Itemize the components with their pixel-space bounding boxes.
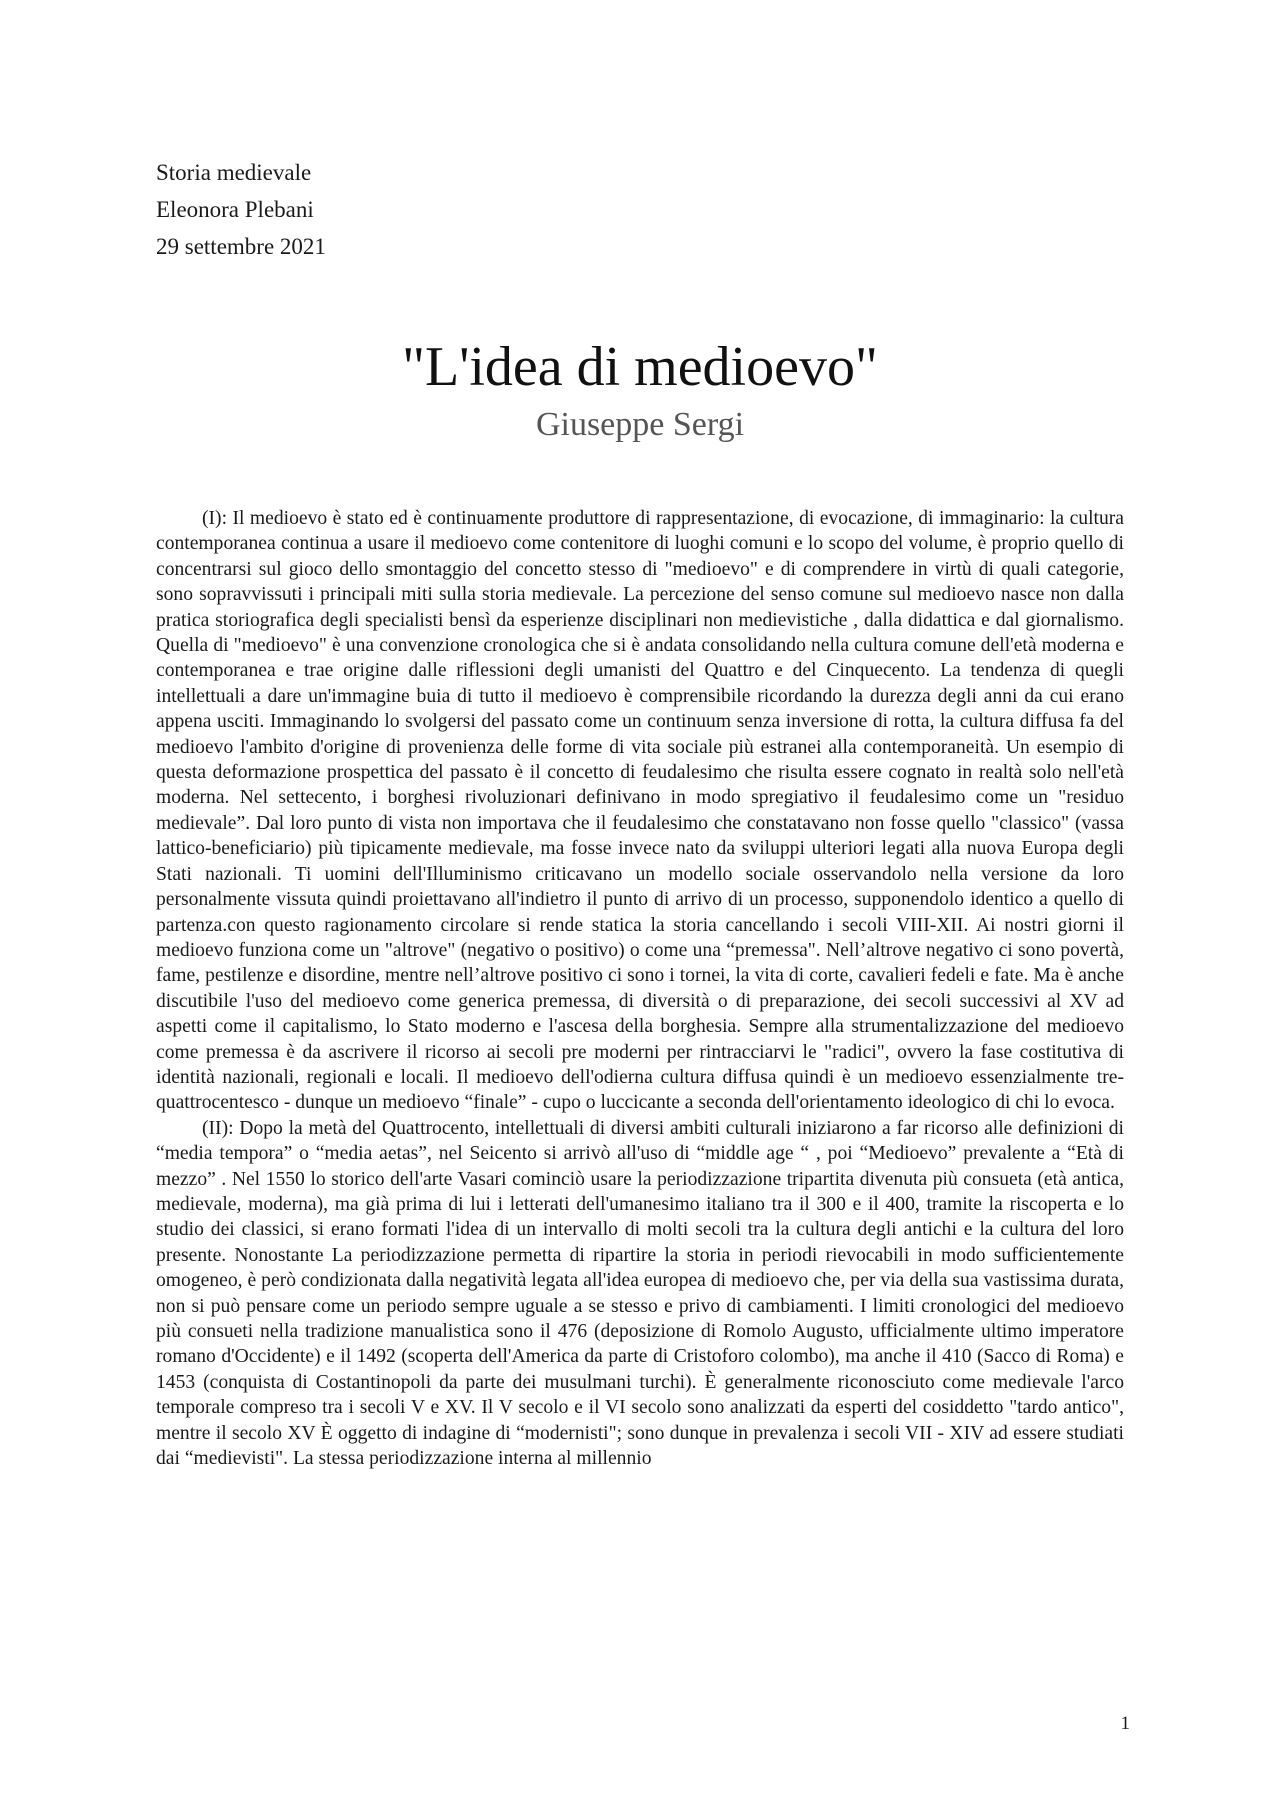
document-header (156, 154, 326, 265)
document-date: 29 settembre 2021 (156, 234, 326, 259)
paragraph-part-1: (I): Il medioevo è stato ed è continuamente produttore di rappresentazione, di evocazione, di immaginario: la cultura contemporanea continua a usare il medioevo come contenitore di luoghi comuni e lo scopo del volume, è proprio quello di concentrarsi sul gioco dello smontaggio del concetto stesso di "medioevo" e di comprendere in virtù di quali categorie, sono sopravvissuti i principali miti sulla storia medievale. La percezione del senso comune sul medioevo nasce non dalla pratica storiografica degli specialisti bensì da esperienze disciplinari non medievistiche , dalla didattica e dal giornalismo. Quella di "medioevo" è una convenzione cronologica che si è andata consolidando nella cultura comune dell'età moderna e contemporanea e trae origine dalle riflessioni degli umanisti del Quattro e del Cinquecento. La tendenza di quegli intellettuali a dare un'immagine buia di tutto il medioevo è comprensibile ricordando la durezza degli anni da cui erano appena usciti. Immaginando lo svolgersi del passato come un continuum senza inversione di rotta, la cultura diffusa fa del medioevo l'ambito d'origine di provenienza delle forme di vita sociale più estranei alla contemporaneità. Un esempio di questa deformazione prospettica del passato è il concetto di feudalesimo che risulta essere cognato in realtà solo nell'età moderna. Nel settecento, i borghesi rivoluzionari definivano in modo spregiativo il feudalesimo come un "residuo medievale”. Dal loro punto di vista non importava che il feudalesimo che constatavano non fosse quello "classico" (vassa lattico-beneficiario) più tipicamente medievale, ma fosse invece nato da sviluppi ulteriori legati alla nuova Europa degli Stati nazionali. Ti uomini dell'Illuminismo criticavano un modello sociale osservandolo nella versione da loro personalmente vissuta quindi proiettavano all'indietro il punto di arrivo di un processo, supponendolo identico a quello di partenza.con questo ragionamento circolare si rende statica la storia cancellando i secoli VIII-XII. Ai nostri giorni il medioevo funziona come un "altrove" (negativo o positivo) o come una “premessa". Nell’altrove negativo ci sono povertà, fame, pestilenze e disordine, mentre nell’altrove positivo ci sono i tornei, la vita di corte, cavalieri fedeli e fate. Ma è anche discutibile l'uso del medioevo come generica premessa, di diversità o di preparazione, dei secoli successivi al XV ad aspetti come il capitalismo, lo Stato moderno e l'ascesa della borghesia. Sempre alla strumentalizzazione del medioevo come premessa è da ascrivere il ricorso ai secoli pre moderni per rintracciarvi le "radici", ovvero la fase costitutiva di identità nazionali, regionali e locali. Il medioevo dell'odierna cultura diffusa quindi è un medioevo essenzialmente tre-quattrocentesco - dunque un medioevo “finale” - cupo o luccicante a seconda dell'orientamento ideologico di chi lo evoca. (156, 508, 1124, 1114)
author-name: Eleonora Plebani (156, 197, 314, 222)
document-body (156, 506, 1124, 1471)
document-title: "L'idea di medioevo" (402, 336, 878, 398)
document-subtitle: Giuseppe Sergi (535, 406, 745, 443)
paragraph-part-2: (II): Dopo la metà del Quattrocento, intellettuali di diversi ambiti culturali iniziarono a far ricorso alle definizioni di “media tempora” o “media aetas”, nel Seicento si arrivò all'uso di “middle age “ , poi “Medioevo” prevalente a “Età di mezzo” . Nel 1550 lo storico dell'arte Vasari cominciò usare la periodizzazione tripartita divenuta più consueta (età antica, medievale, moderna), ma già prima di lui i letterati dell'umanesimo italiano tra il 300 e il 400, tramite la riscoperta e lo studio dei classici, si erano formati l'idea di un intervallo di molti secoli tra la cultura degli antichi e la cultura del loro presente. Nonostante La periodizzazione permetta di ripartire la storia in periodi rievocabili in modo sufficientemente omogeneo, è però condizionata dalla negatività legata all'idea europea di medioevo che, per via della sua vastissima durata, non si può pensare come un periodo sempre uguale a se stesso e privo di cambiamenti. I limiti cronologici del medioevo più consueti nella tradizione manualistica sono il 476 (deposizione di Romolo Augusto, ufficialmente ultimo imperatore romano d'Occidente) e il 1492 (scoperta dell'America da parte di Cristoforo colombo), ma anche il 410 (Sacco di Roma) e 1453 (conquista di Costantinopoli da parte dei musulmani turchi). È generalmente riconosciuto come medievale l'arco temporale compreso tra i secoli V e XV. Il V secolo e il VI secolo sono analizzati da esperti del cosiddetto "tardo antico", mentre il secolo XV È oggetto di indagine di “modernisti"; sono dunque in prevalenza i secoli VII - XIV ad essere studiati dai “medievisti". La stessa periodizzazione interna al millennio (156, 1117, 1124, 1470)
page-number: 1 (1120, 1713, 1130, 1734)
course-name: Storia medievale (156, 160, 312, 185)
